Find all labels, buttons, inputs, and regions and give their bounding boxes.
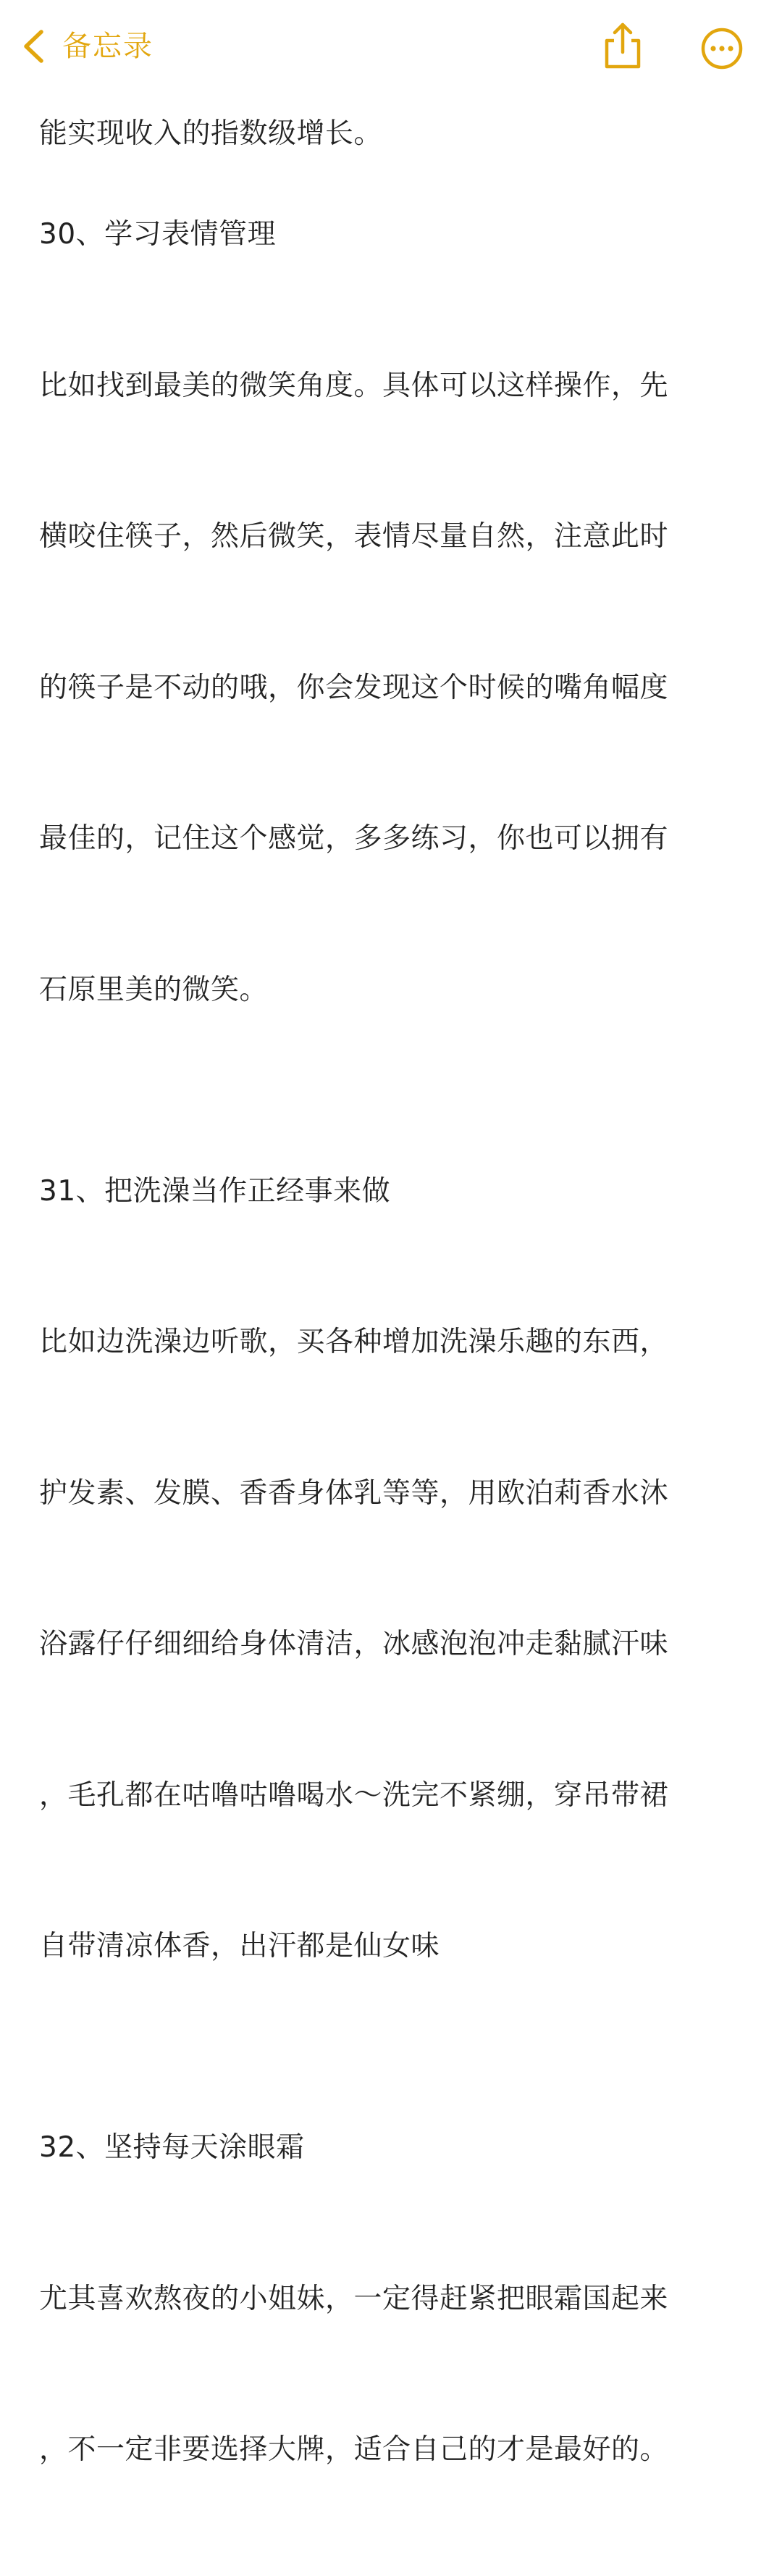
section-31-body bbox=[39, 1216, 734, 2073]
section-30-title: 30、学习表情管理 bbox=[39, 218, 277, 251]
body-line: ，毛孔都在咕噜咕噜喝水～洗完不紧绷，穿吊带裙 bbox=[39, 1778, 669, 1812]
body-line: 的筷子是不动的哦，你会发现这个时候的嘴角幅度 bbox=[39, 671, 669, 704]
note-intro-line: 能实现收入的指数级增长。 bbox=[39, 117, 383, 150]
body-line: 横咬住筷子，然后微笑，表情尽量自然，注意此时 bbox=[39, 520, 669, 553]
ellipsis-circle-icon bbox=[699, 60, 744, 74]
body-line: ，不一定非要选择大牌，适合自己的才是最好的。 bbox=[39, 2433, 669, 2466]
share-button[interactable] bbox=[600, 20, 646, 71]
section-32-title: 32、坚持每天涂眼霜 bbox=[39, 2131, 305, 2164]
back-button-label: 备忘录 bbox=[62, 30, 154, 63]
back-button[interactable] bbox=[20, 26, 154, 67]
body-line: 自带清凉体香，出汗都是仙女味 bbox=[39, 1930, 440, 1962]
body-line: 尤其喜欢熬夜的小姐妹，一定得赶紧把眼霜国起来 bbox=[39, 2282, 669, 2315]
navigation-bar bbox=[0, 0, 782, 94]
section-30-body bbox=[39, 260, 734, 1116]
share-icon bbox=[600, 60, 646, 74]
more-options-button[interactable] bbox=[699, 26, 744, 71]
body-line: 护发素、发膜、香香身体乳等等，用欧泊莉香水沐 bbox=[39, 1476, 669, 1510]
note-body[interactable] bbox=[39, 109, 734, 2576]
section-31-title: 31、把洗澡当作正经事来做 bbox=[39, 1174, 391, 1208]
body-line: 石原里美的微笑。 bbox=[39, 973, 269, 1006]
body-line: 最佳的，记住这个感觉，多多练习，你也可以拥有 bbox=[39, 822, 669, 855]
body-line: 比如边洗澡边听歌，买各种增加洗澡乐趣的东西， bbox=[39, 1326, 669, 1358]
body-line: 浴露仔仔细细给身体清洁，冰感泡泡冲走黏腻汗味 bbox=[39, 1628, 669, 1660]
section-32-body bbox=[39, 2173, 734, 2576]
body-line: 比如找到最美的微笑角度。具体可以这样操作，先 bbox=[39, 369, 669, 402]
chevron-left-icon bbox=[20, 29, 46, 64]
